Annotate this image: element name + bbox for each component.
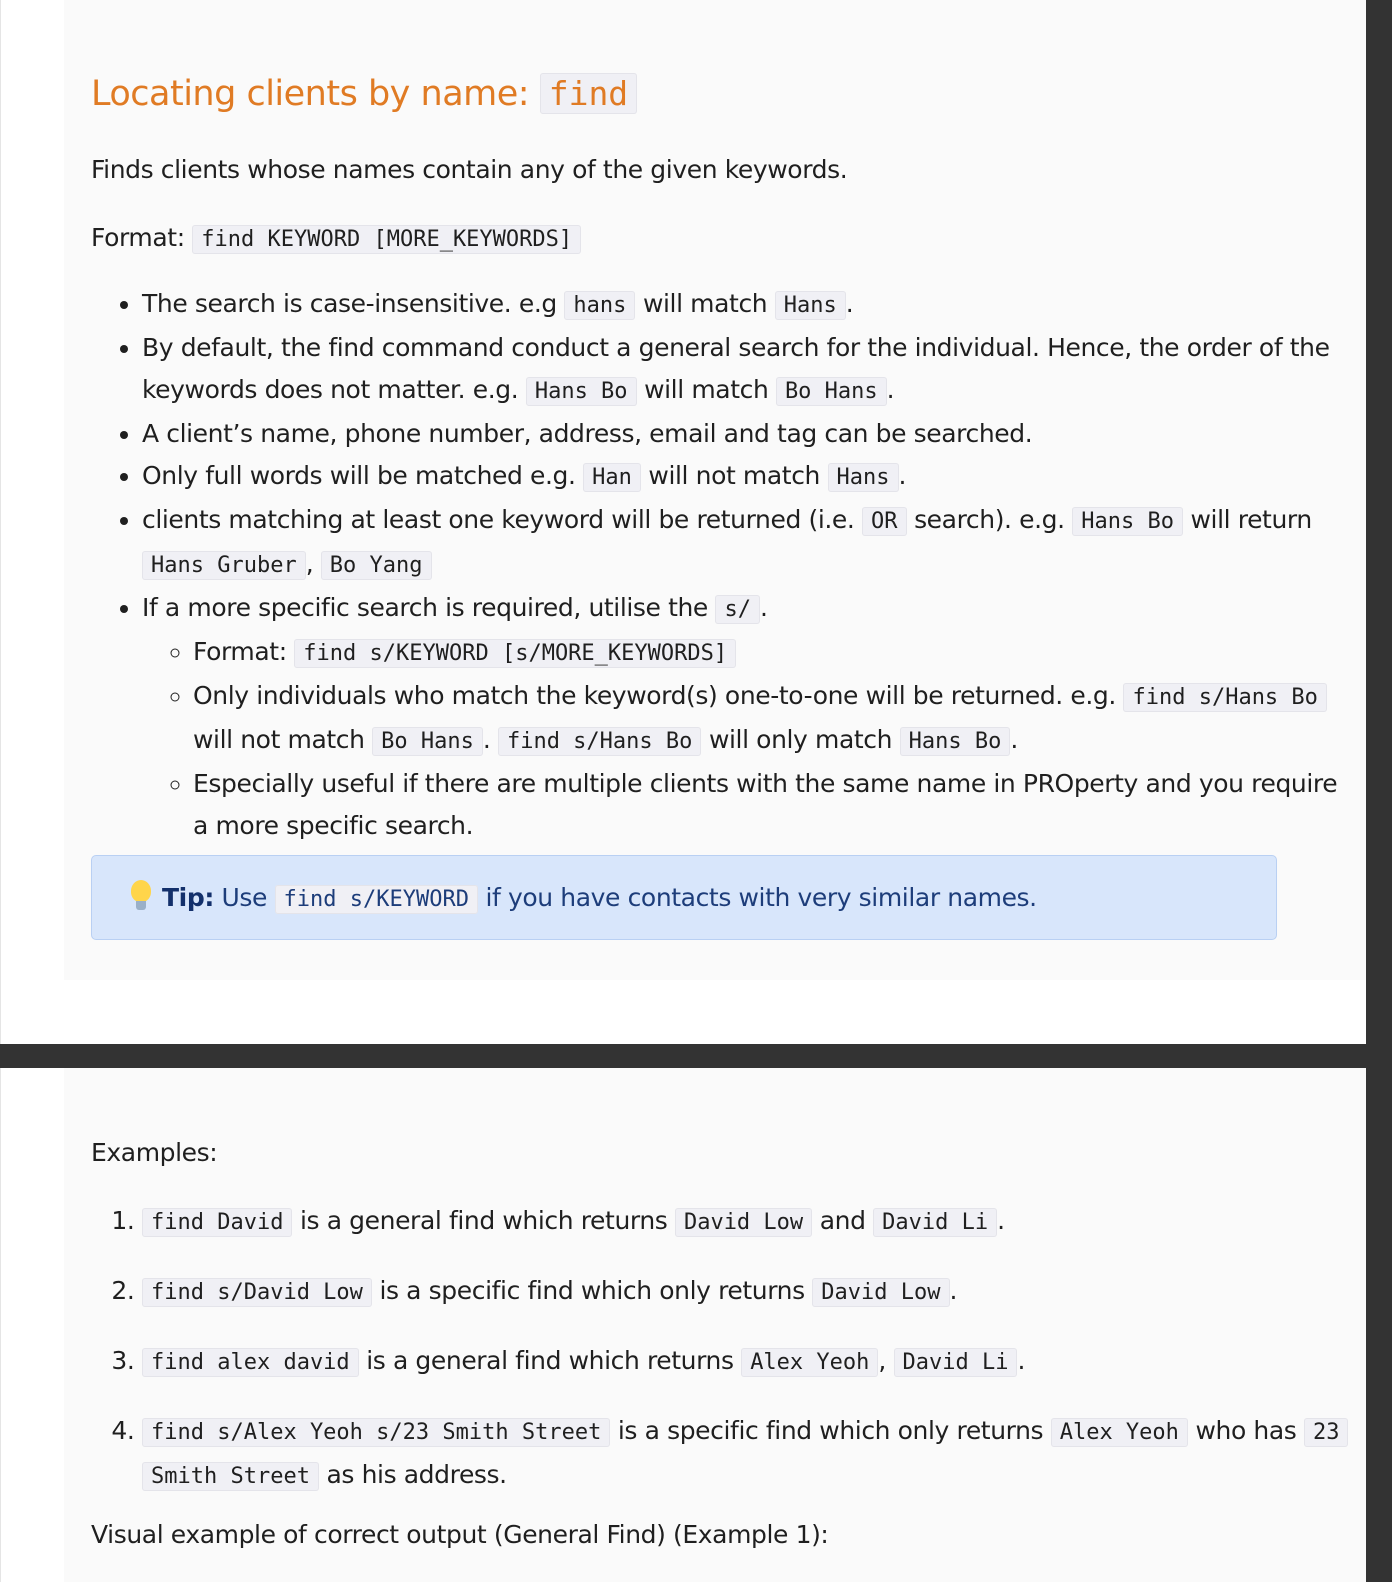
tip-text: if you have contacts with very similar names. (485, 883, 1037, 912)
inline-code: find s/Hans Bo (1123, 683, 1326, 712)
rule-text: . (1010, 725, 1018, 754)
rule-text: . (482, 725, 491, 754)
rule-text: will return (1190, 505, 1312, 534)
rule-text: By default, the find command conduct a general search for the individual. Hence, the order of the keywords does not matter. e.g. (142, 333, 1330, 404)
inline-code: Hans (828, 463, 899, 492)
rule-text: search). e.g. (914, 505, 1065, 534)
example-text: is a general find which returns (300, 1206, 668, 1235)
example-text: as his address. (326, 1460, 507, 1489)
inline-code: Alex Yeoh (741, 1348, 878, 1377)
inline-code: Alex Yeoh (1051, 1418, 1188, 1447)
example-text: , (878, 1346, 886, 1375)
inline-code: find David (142, 1208, 292, 1237)
inline-code: hans (564, 291, 635, 320)
right-scroll-strip (1366, 0, 1392, 1582)
rule-text: will only match (708, 725, 893, 754)
format-label: Format: (91, 223, 185, 252)
page-frame-edge (0, 0, 1, 1582)
rule-or-search (142, 499, 1342, 587)
rule-text: . (759, 593, 768, 622)
inline-code: David Low (675, 1208, 812, 1237)
rule-text: A client’s name, phone number, address, email and tag can be searched. (142, 419, 1033, 448)
rule-text: , (305, 549, 314, 578)
rule-text: will not match (648, 461, 820, 490)
examples-heading: Examples: (91, 1138, 218, 1167)
inline-code: find s/KEYWORD [s/MORE_KEYWORDS] (294, 639, 736, 668)
rule-text: will not match (193, 725, 365, 754)
specific-search-sublist (142, 631, 1342, 847)
format-code: find KEYWORD [MORE_KEYWORDS] (192, 225, 581, 254)
example-text: . (949, 1276, 958, 1305)
example-text: . (1017, 1346, 1026, 1375)
example-4 (142, 1410, 1342, 1498)
section-heading-text: Locating clients by name: (91, 74, 530, 114)
rule-specific-search (142, 587, 1342, 847)
subrule-usefulness (193, 763, 1342, 847)
inline-code: find s/David Low (142, 1278, 372, 1307)
example-text: is a general find which returns (366, 1346, 734, 1375)
example-text: and (819, 1206, 866, 1235)
rule-text: Only individuals who match the keyword(s) one-to-one will be returned. e.g. (193, 681, 1116, 710)
inline-code: Hans Gruber (142, 551, 306, 580)
visual-example-caption: Visual example of correct output (General Find) (Example 1): (91, 1520, 829, 1549)
rule-text: . (886, 375, 895, 404)
subrule-one-to-one (193, 675, 1342, 763)
inline-code: David Low (812, 1278, 949, 1307)
inline-code: find s/Hans Bo (498, 727, 701, 756)
inline-code: OR (862, 507, 907, 536)
rule-text: Only full words will be matched e.g. (142, 461, 576, 490)
tip-callout (91, 855, 1277, 940)
inline-code: s/ (715, 595, 760, 624)
rule-searchable-fields (142, 413, 1342, 455)
rule-text: will match (644, 375, 769, 404)
example-2 (142, 1270, 1342, 1314)
rule-order (142, 327, 1342, 413)
rule-text: will match (642, 289, 768, 318)
tip-label: Tip: (162, 883, 214, 912)
example-text: is a specific find which only returns (379, 1276, 805, 1305)
rules-list (91, 283, 1342, 847)
lightbulb-icon (128, 880, 154, 914)
rule-text: If a more specific search is required, utilise the (142, 593, 708, 622)
inline-code: Han (583, 463, 641, 492)
rule-text: . (845, 289, 854, 318)
section-heading (91, 70, 637, 118)
rule-case-insensitive (142, 283, 1342, 327)
subrule-format (193, 631, 1342, 675)
rule-text: clients matching at least one keyword will be returned (i.e. (142, 505, 855, 534)
format-line (91, 217, 1281, 261)
inline-code: Hans Bo (526, 377, 637, 406)
example-3 (142, 1340, 1342, 1384)
inline-code: Hans Bo (1072, 507, 1183, 536)
example-text: . (997, 1206, 1005, 1235)
page-break-divider (0, 1044, 1392, 1068)
inline-code: 23 Smith Street (142, 1418, 1348, 1491)
inline-code: David Li (894, 1348, 1018, 1377)
examples-list (91, 1200, 1342, 1524)
inline-code: find s/Alex Yeoh s/23 Smith Street (142, 1418, 610, 1447)
inline-code: Bo Hans (776, 377, 887, 406)
tip-code: find s/KEYWORD (275, 885, 478, 914)
rule-text: . (898, 461, 907, 490)
inline-code: Bo Hans (372, 727, 483, 756)
rule-text: Especially useful if there are multiple clients with the same name in PROperty and you require a more specific search. (193, 769, 1338, 840)
inline-code: David Li (873, 1208, 997, 1237)
rule-text: The search is case-insensitive. e.g (142, 289, 557, 318)
example-text: is a specific find which only returns (617, 1416, 1044, 1445)
inline-code: Hans Bo (900, 727, 1011, 756)
tip-content (128, 876, 1037, 922)
tip-text: Use (221, 883, 267, 912)
rule-full-words (142, 455, 1342, 499)
rule-text: Format: (193, 637, 287, 666)
example-1 (142, 1200, 1342, 1244)
example-text: who has (1195, 1416, 1297, 1445)
inline-code: Bo Yang (321, 551, 432, 580)
section-description: Finds clients whose names contain any of the given keywords. (91, 155, 848, 184)
section-heading-code: find (540, 73, 637, 114)
inline-code: find alex david (142, 1348, 359, 1377)
inline-code: Hans (775, 291, 846, 320)
